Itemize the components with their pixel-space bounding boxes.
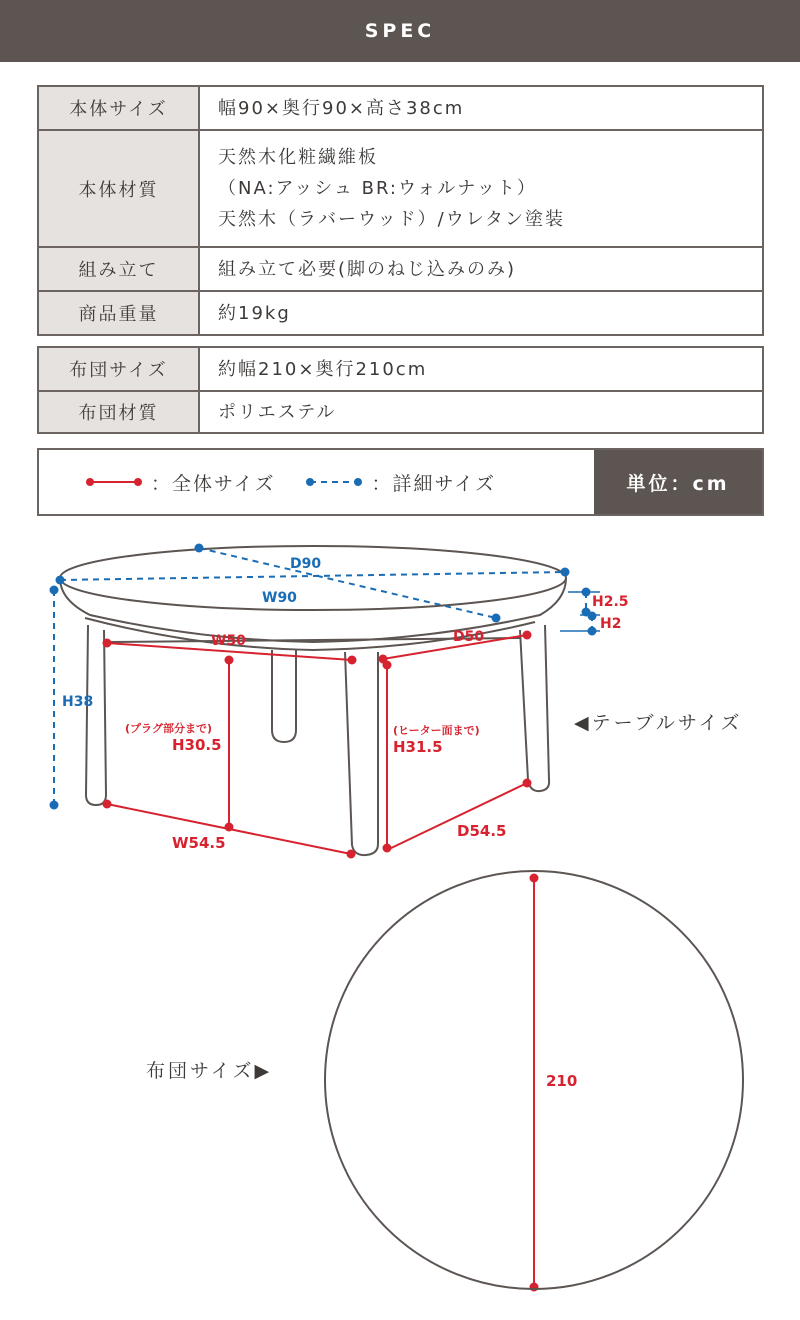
row-value: [199, 247, 763, 291]
legend-detail: [305, 469, 495, 496]
table-row: [38, 86, 763, 130]
unit-badge: [594, 450, 762, 514]
table-row: [38, 347, 763, 391]
table-row: [38, 130, 763, 247]
blue-dashed-line-icon: [305, 476, 363, 488]
value-line: 約幅210×奥行210cm: [218, 358, 428, 380]
label-h2-5: H2.5: [592, 594, 629, 610]
value-line: 約19kg: [218, 302, 291, 324]
dimension-diagram: [0, 530, 800, 1320]
red-solid-line-icon: [85, 476, 143, 488]
row-label: 布団サイズ: [38, 347, 199, 391]
unit-label: 単位：cm: [626, 472, 730, 495]
table-row: [38, 391, 763, 433]
label-d90: D90: [290, 556, 322, 572]
table-leg: [86, 625, 106, 805]
row-value: [199, 291, 763, 335]
label-w50: W50: [211, 633, 246, 649]
table-leg: [345, 652, 378, 855]
table-size-caption: ◀テーブルサイズ: [574, 712, 743, 734]
label-h38: H38: [62, 694, 94, 710]
futon-size-caption: 布団サイズ▶: [146, 1060, 273, 1082]
table-row: [38, 247, 763, 291]
value-line: 天然木（ラバーウッド）/ウレタン塗装: [218, 209, 565, 230]
row-label: 本体材質: [38, 130, 199, 247]
row-value: [199, 347, 763, 391]
futon-spec-table: [37, 346, 764, 434]
value-line: 天然木化粧繊維板: [218, 147, 378, 168]
label-h31-5: H31.5: [393, 738, 443, 756]
label-heater-note: (ヒーター面まで): [393, 724, 480, 737]
blue-dimension-dots: [50, 544, 597, 810]
label-h30-5: H30.5: [172, 736, 222, 754]
w90-line: [60, 572, 565, 580]
value-line: 組み立て必要(脚のねじ込みのみ): [218, 258, 517, 280]
row-label: 商品重量: [38, 291, 199, 335]
table-leg: [520, 625, 549, 791]
legend-detail-label: ：詳細サイズ: [371, 472, 496, 495]
legend-box: [37, 448, 764, 516]
label-w90: W90: [262, 590, 297, 606]
row-label: 組み立て: [38, 247, 199, 291]
row-value: [199, 130, 763, 247]
legend-overall-label: ：全体サイズ: [151, 472, 276, 495]
value-line: （NA:アッシュ BR:ウォルナット）: [218, 178, 537, 199]
spec-header: [0, 0, 800, 62]
legend-items: [39, 450, 594, 514]
d90-line: [199, 548, 496, 618]
label-w54-5: W54.5: [172, 834, 226, 852]
row-value: [199, 391, 763, 433]
label-d54-5: D54.5: [457, 822, 507, 840]
legend-overall: [85, 469, 275, 496]
label-d50: D50: [453, 629, 485, 645]
table-leg: [272, 650, 296, 742]
blue-dimensions: [54, 548, 592, 805]
value-line: ポリエステル: [218, 401, 337, 423]
label-h2: H2: [600, 616, 622, 632]
row-label: 本体サイズ: [38, 86, 199, 130]
value-line: 幅90×奥行90×高さ38cm: [218, 97, 465, 119]
row-value: [199, 86, 763, 130]
spec-table: [37, 85, 764, 336]
label-futon-210: 210: [546, 1072, 578, 1090]
table-row: [38, 291, 763, 335]
table-illustration: [60, 546, 566, 855]
row-label: 布団材質: [38, 391, 199, 433]
label-plug-note: (プラグ部分まで): [125, 722, 213, 735]
spec-title: SPEC: [364, 20, 436, 42]
